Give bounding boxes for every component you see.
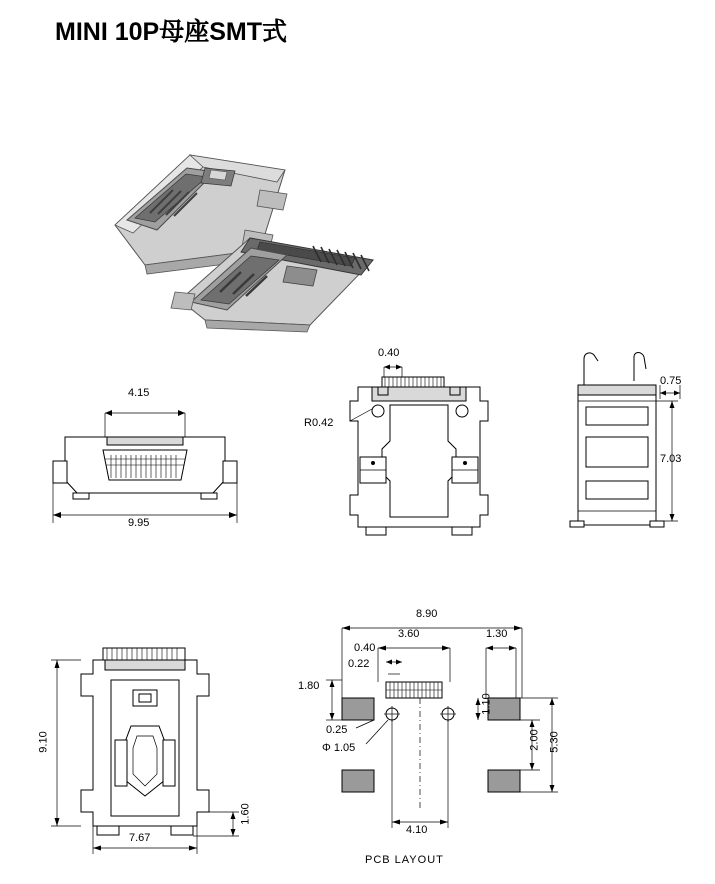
side-dim-7-03: 7.03	[660, 453, 682, 465]
pcb-dim-2-00: 2.00	[528, 729, 541, 751]
pcb-dim-1-30: 1.30	[486, 628, 508, 640]
front-view	[45, 375, 245, 535]
pcb-dim-0-22: 0.22	[348, 658, 370, 670]
pcb-dim-phi-1-05: Φ 1.05	[322, 742, 356, 754]
pcb-dim-1-10: 1.10	[480, 693, 493, 715]
pcb-layout-caption: PCB LAYOUT	[365, 854, 444, 866]
top-view	[304, 345, 520, 540]
side-view	[560, 345, 690, 540]
pcb-layout-view	[298, 608, 570, 866]
side-dim-0-75: 0.75	[660, 375, 682, 387]
pcb-dim-0-40: 0.40	[354, 642, 376, 654]
front-dim-4-15: 4.15	[128, 387, 150, 399]
bottom-dim-1-60: 1.60	[239, 803, 252, 825]
pcb-dim-0-25: 0.25	[326, 724, 348, 736]
top-dim-r0-42: R0.42	[304, 417, 334, 429]
bottom-view	[35, 640, 265, 860]
bottom-dim-9-10: 9.10	[37, 731, 50, 753]
pcb-dim-8-90: 8.90	[416, 608, 438, 620]
front-dim-9-95: 9.95	[128, 517, 150, 529]
pcb-dim-1-80: 1.80	[298, 680, 320, 692]
pcb-dim-3-60: 3.60	[398, 628, 420, 640]
pcb-dim-4-10: 4.10	[406, 824, 428, 836]
connector-photo	[55, 70, 385, 315]
pcb-dim-5-30: 5.30	[548, 731, 561, 753]
top-dim-0-40: 0.40	[378, 347, 400, 359]
bottom-dim-7-67: 7.67	[129, 832, 151, 844]
page-title: MINI 10P母座SMT式	[55, 18, 287, 46]
